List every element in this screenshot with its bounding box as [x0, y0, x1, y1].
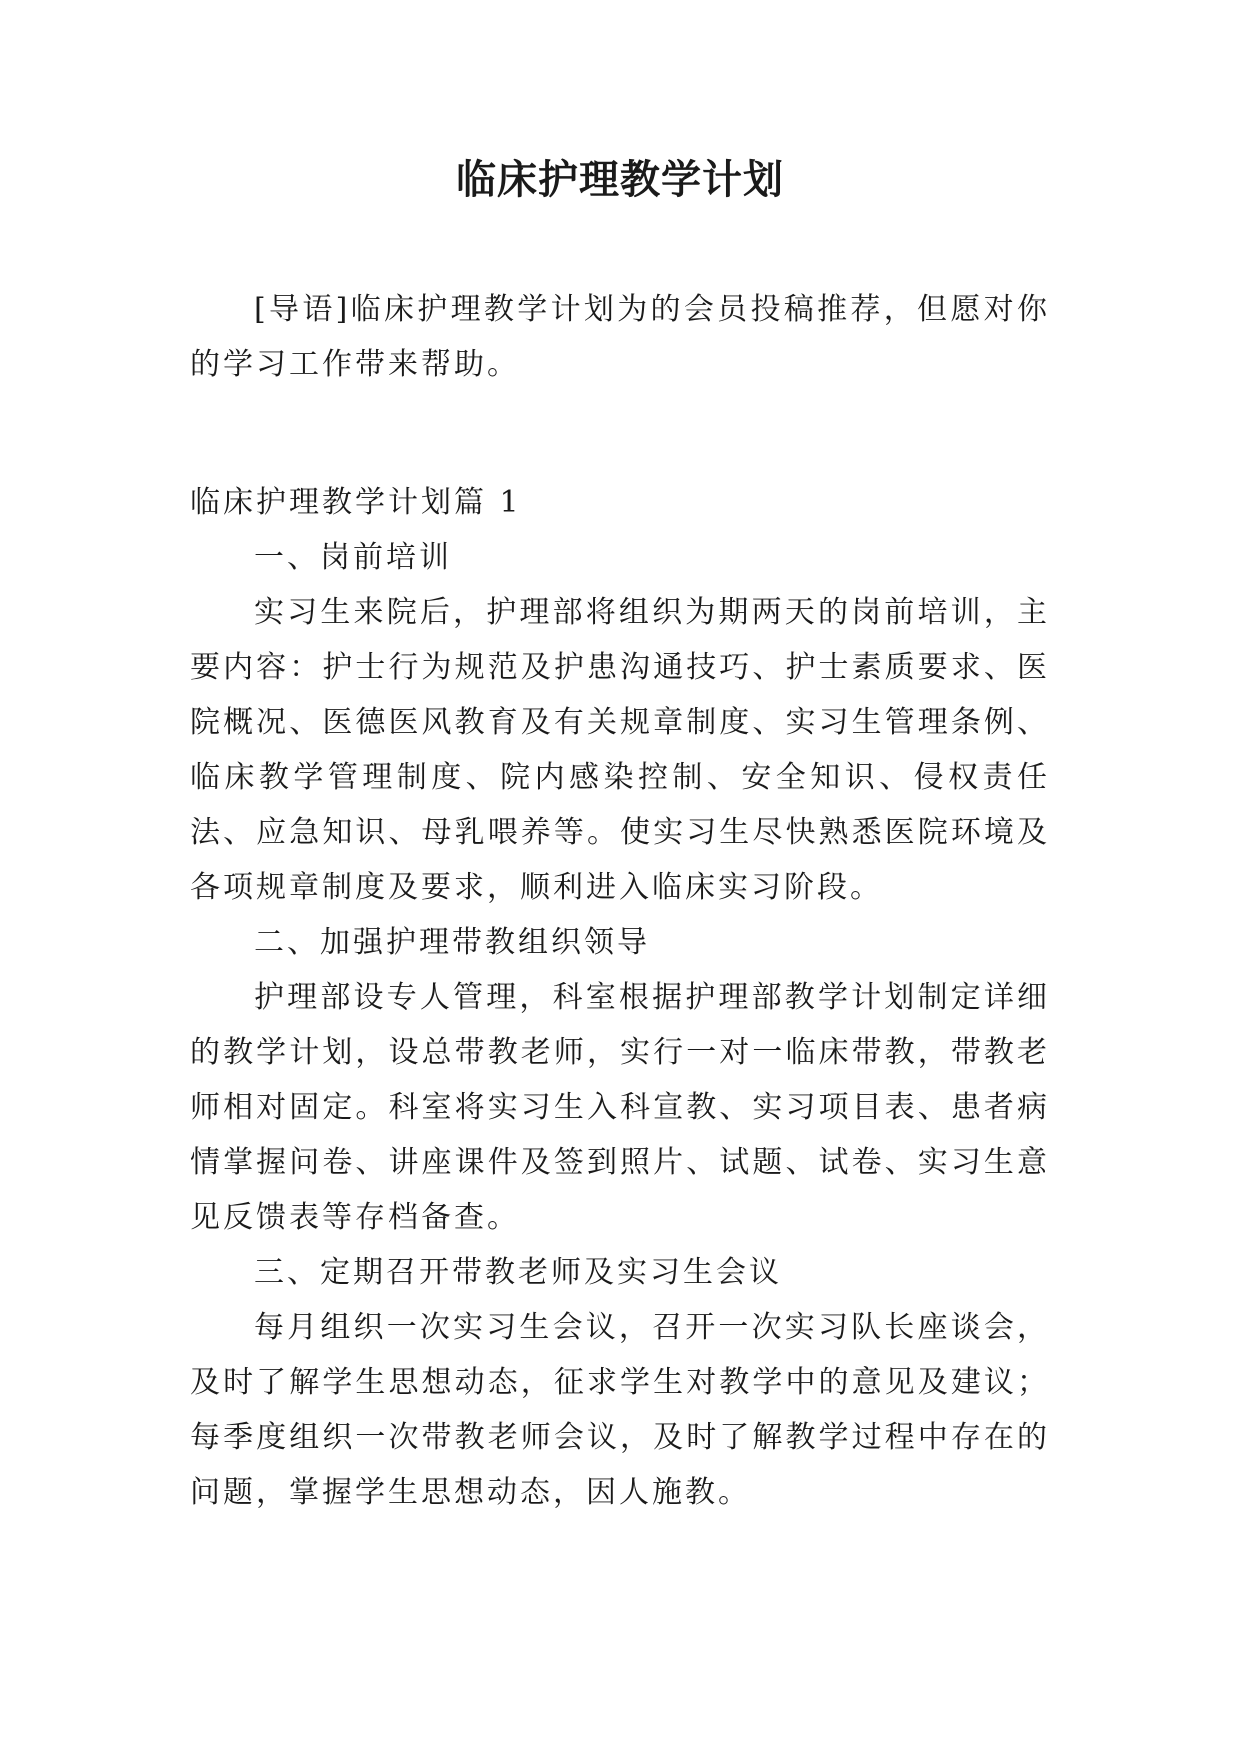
- paragraph-pre-job-training: 实习生来院后，护理部将组织为期两天的岗前培训，主要内容：护士行为规范及护患沟通技巧、护士素质要求、医院概况、医德医风教育及有关规章制度、实习生管理条例、临床教学管理制度、院内感染控制、安全知识、侵权责任法、应急知识、母乳喂养等。使实习生尽快熟悉医院环境及各项规章制度及要求，顺利进入临床实习阶段。: [190, 595, 1050, 905]
- section-subtitle: 临床护理教学计划篇 1: [190, 485, 522, 520]
- heading-meetings: 三、定期召开带教老师及实习生会议: [254, 1255, 782, 1290]
- paragraph-meetings: 每月组织一次实习生会议，召开一次实习队长座谈会，及时了解学生思想动态，征求学生对教学中的意见及建议；每季度组织一次带教老师会议，及时了解教学过程中存在的问题，掌握学生思想动态，因人施教。: [190, 1310, 1050, 1510]
- heading-pre-job-training: 一、岗前培训: [254, 540, 452, 575]
- paragraph-leadership: 护理部设专人管理，科室根据护理部教学计划制定详细的教学计划，设总带教老师，实行一对一临床带教，带教老师相对固定。科室将实习生入科宣教、实习项目表、患者病情掌握问卷、讲座课件及签到照片、试题、试卷、实习生意见反馈表等存档备查。: [190, 980, 1050, 1235]
- document-title: 临床护理教学计划: [456, 157, 784, 203]
- document-page: [190, 0, 1050, 1754]
- document-body: [190, 282, 1050, 1520]
- intro-paragraph: [导语]临床护理教学计划为的会员投稿推荐，但愿对你的学习工作带来帮助。: [190, 292, 1050, 382]
- spacer: [190, 392, 1050, 475]
- heading-leadership: 二、加强护理带教组织领导: [254, 925, 650, 960]
